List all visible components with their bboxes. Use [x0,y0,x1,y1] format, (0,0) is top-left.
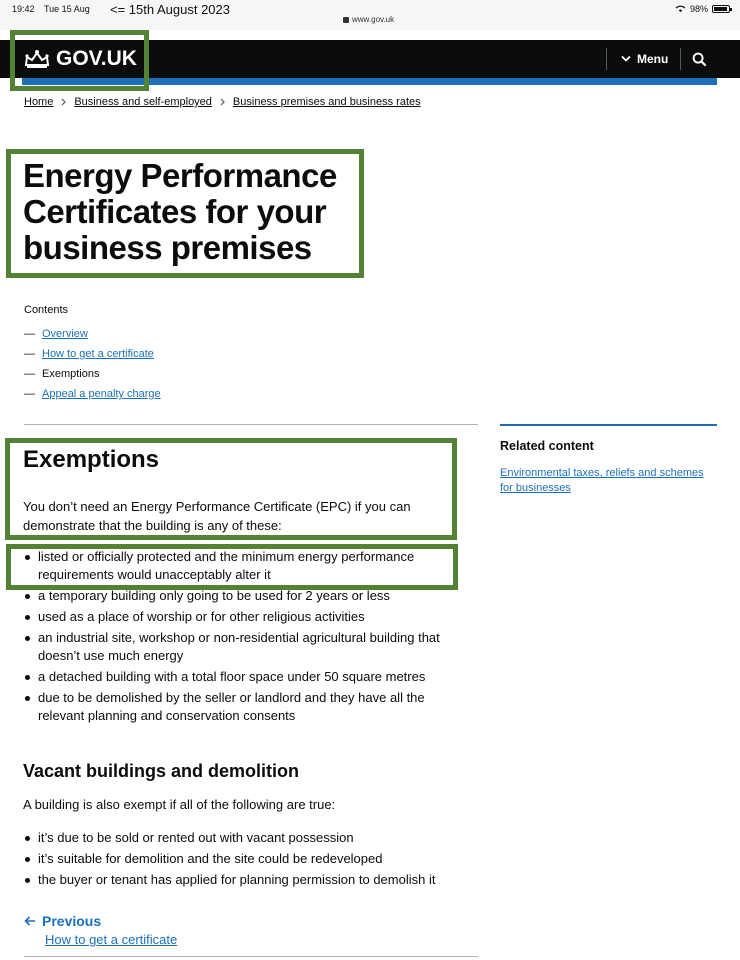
status-time: 19:42 [12,4,35,14]
exemptions-intro: You don’t need an Energy Performance Certificate (EPC) if you can demonstrate that the building is any of these: [23,499,411,533]
highlight-box-title [6,149,364,278]
menu-label: Menu [637,52,669,66]
list-item: a temporary building only going to be used for 2 years or less [23,587,463,605]
related-content-heading: Related content [500,439,594,453]
battery-icon [712,5,730,13]
list-item: it’s suitable for demolition and the site could be redeveloped [23,850,463,868]
list-item: a detached building with a total floor space under 50 square metres [23,668,463,686]
logo-text: GOV.UK [56,47,137,70]
contents-item: — Appeal a penalty charge [24,388,161,400]
contents-link-overview[interactable]: Overview [42,328,88,340]
search-button[interactable] [680,48,718,70]
highlight-box-logo [10,30,149,91]
highlight-box-exemptions [5,438,457,540]
vacant-list [23,829,463,892]
highlight-box-listed-bullet [6,544,458,590]
lock-icon [343,17,349,23]
list-item: an industrial site, workshop or non-residential agricultural building that doesn’t use much energy [23,629,463,665]
breadcrumb-home[interactable]: Home [24,96,54,108]
previous-page-link[interactable]: How to get a certificate [45,932,178,947]
vacant-intro: A building is also exempt if all of the following are true: [23,797,336,812]
list-item: due to be demolished by the seller or landlord and they have all the relevant planning and conservation consents [23,689,463,725]
breadcrumb [24,96,421,108]
contents-current-exemptions: Exemptions [42,368,100,380]
contents-label: Contents [24,304,69,316]
address-url: www.gov.uk [352,15,395,24]
status-indicators [675,4,730,14]
contents-item: — Exemptions [24,368,100,380]
wifi-icon [675,5,686,13]
contents-list [24,324,161,404]
page-title: Energy Performance Certificates for your business premises [23,157,337,266]
list-item: it’s due to be sold or rented out with vacant possession [23,829,463,847]
status-bar [0,0,740,30]
menu-button[interactable] [606,48,668,70]
related-link-environmental-taxes[interactable]: Environmental taxes, reliefs and schemes for businesses [500,467,704,494]
vacant-buildings-heading: Vacant buildings and demolition [23,761,300,781]
section-divider [24,424,478,425]
list-item: used as a place of worship or for other religious activities [23,608,463,626]
arrow-left-icon [24,916,36,926]
bottom-divider [24,956,478,957]
contents-link-appeal[interactable]: Appeal a penalty charge [42,388,161,400]
status-date: Tue 15 Aug [44,4,90,14]
related-accent-bar [500,424,717,426]
list-item: the buyer or tenant has applied for planning permission to demolish it [23,871,463,889]
previous-text: Previous [42,913,102,929]
list-item: listed or officially protected and the minimum energy performance requirements would unacceptably alter it [23,548,463,584]
address-bar[interactable] [343,15,394,24]
contents-item: — How to get a certificate [24,348,154,360]
battery-percent: 98% [689,4,708,14]
contents-item: — Overview [24,328,88,340]
chevron-right-icon [61,98,66,106]
breadcrumb-business[interactable]: Business and self-employed [74,96,212,108]
breadcrumb-premises[interactable]: Business premises and business rates [232,96,421,108]
chevron-right-icon [220,98,225,106]
exemptions-heading: Exemptions [23,446,160,473]
contents-link-how-to-get[interactable]: How to get a certificate [42,348,154,360]
previous-page-label[interactable] [24,913,101,929]
chevron-down-icon [621,55,631,63]
search-icon [692,52,707,67]
status-annotation: <= 15th August 2023 [110,2,230,17]
